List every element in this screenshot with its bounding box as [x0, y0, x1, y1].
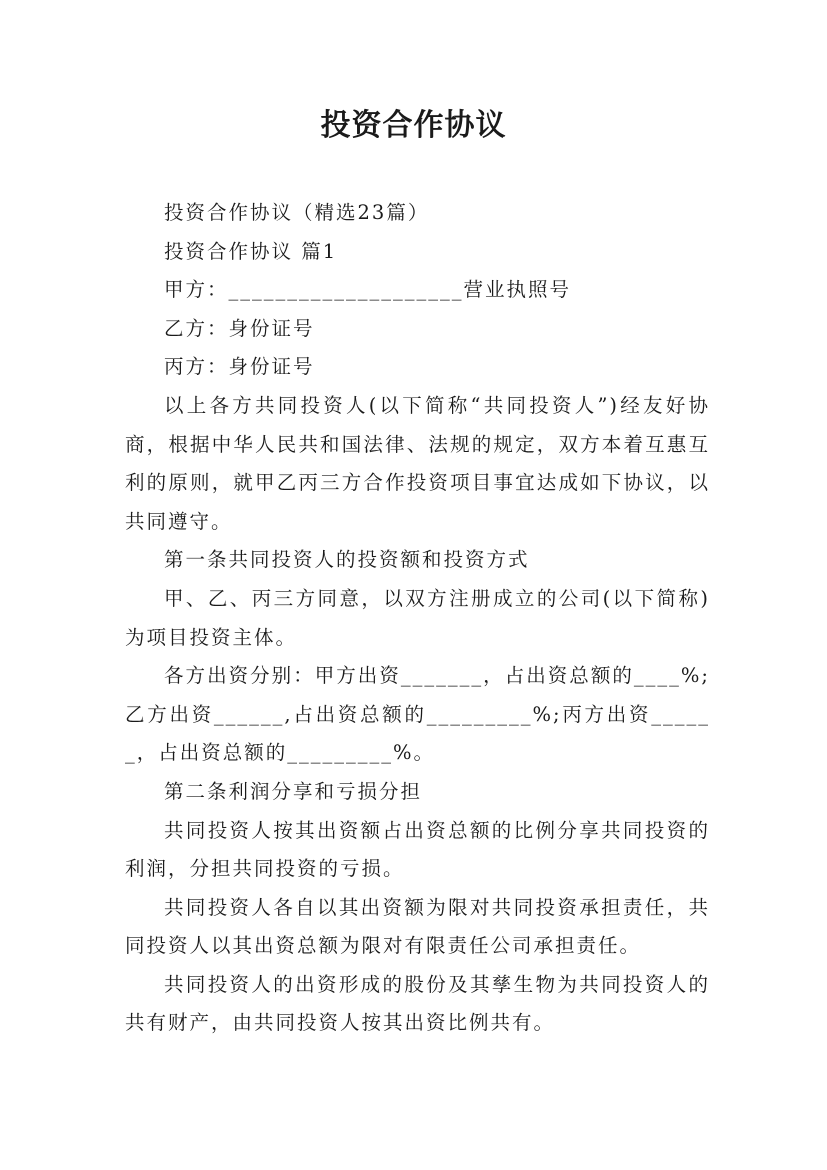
paragraph-article-1-heading: 第一条共同投资人的投资额和投资方式 — [164, 548, 530, 572]
paragraph-party-c: 丙方：身份证号 — [164, 355, 315, 379]
paragraph-article-2-heading: 第二条利润分享和亏损分担 — [164, 779, 423, 803]
paragraph-subtitle: 投资合作协议（精选23篇） — [164, 201, 430, 224]
paragraph-party-b: 乙方：身份证号 — [164, 316, 315, 340]
paragraph-preamble: 以上各方共同投资人(以下简称“共同投资人”)经友好协商，根据中华人民共和国法律、法规的规定，双方本着互惠互利的原则，就甲乙丙三方合作投资项目事宜达成如下协议，以共同遵守。 — [125, 393, 710, 533]
paragraph-contributions: 各方出资分别：甲方出资_______，占出资总额的____%;乙方出资______,占出资总额的_________%;丙方出资______，占出资总额的_________%。 — [125, 664, 710, 765]
paragraph-article-1-body: 甲、乙、丙三方同意，以双方注册成立的公司(以下简称)为项目投资主体。 — [125, 586, 710, 649]
paragraph-joint-property: 共同投资人的出资形成的股份及其孳生物为共同投资人的共有财产，由共同投资人按其出资比例共有。 — [125, 972, 710, 1035]
document-body — [125, 194, 710, 1043]
paragraph-party-a: 甲方：____________________营业执照号 — [164, 278, 572, 302]
paragraph-section-heading: 投资合作协议 篇1 — [164, 239, 338, 263]
document-title: 投资合作协议 — [320, 108, 507, 143]
paragraph-profit-sharing: 共同投资人按其出资额占出资总额的比例分享共同投资的利润，分担共同投资的亏损。 — [125, 818, 710, 881]
paragraph-liability: 共同投资人各自以其出资额为限对共同投资承担责任，共同投资人以其出资总额为限对有限责任公司承担责任。 — [125, 895, 710, 958]
